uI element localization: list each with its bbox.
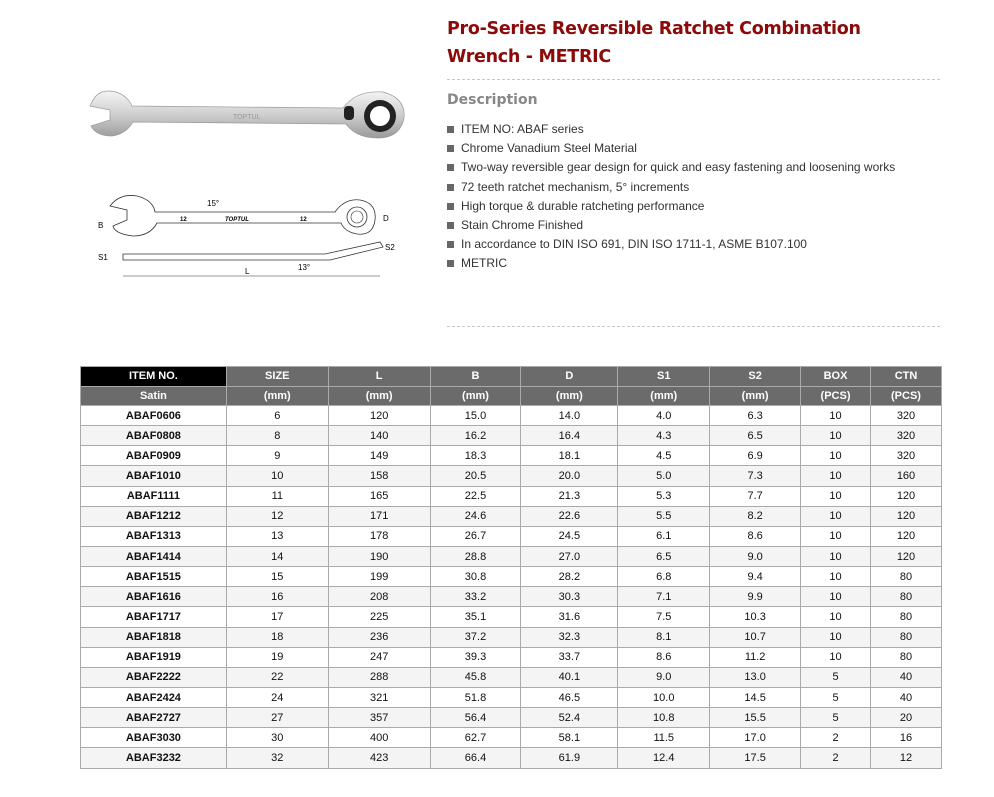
column-header: ITEM NO. [81, 367, 227, 387]
table-cell: 18.1 [521, 446, 618, 466]
column-header: B [430, 367, 521, 387]
table-cell: 27.0 [521, 546, 618, 566]
table-cell: 10 [801, 426, 871, 446]
table-cell: 6.1 [618, 526, 710, 546]
bullet-icon [447, 222, 454, 229]
table-cell: 4.5 [618, 446, 710, 466]
table-cell: 10 [801, 486, 871, 506]
table-row [81, 667, 942, 687]
table-cell: 14 [226, 546, 328, 566]
table-cell: 120 [328, 406, 430, 426]
table-cell: 13.0 [710, 667, 801, 687]
table-cell: 5.0 [618, 466, 710, 486]
table-cell: 6.5 [710, 426, 801, 446]
table-cell: 9.4 [710, 567, 801, 587]
bullet-icon [447, 260, 454, 267]
label-angle-15: 15° [207, 199, 220, 208]
feature-text: Chrome Vanadium Steel Material [461, 141, 637, 156]
table-cell: 46.5 [521, 687, 618, 707]
feature-text: 72 teeth ratchet mechanism, 5° increments [461, 179, 690, 194]
table-cell: 357 [328, 708, 430, 728]
table-cell: 80 [870, 647, 941, 667]
table-cell: 10.7 [710, 627, 801, 647]
column-header: (PCS) [870, 386, 941, 406]
table-cell: 7.3 [710, 466, 801, 486]
table-cell: 2 [801, 748, 871, 768]
column-header: (mm) [430, 386, 521, 406]
table-cell: 51.8 [430, 687, 521, 707]
table-cell: 199 [328, 567, 430, 587]
column-header: D [521, 367, 618, 387]
feature-item [447, 139, 895, 158]
size-mark-left: 12 [180, 217, 187, 223]
table-cell: 10.3 [710, 607, 801, 627]
table-cell: 66.4 [430, 748, 521, 768]
table-cell: 10 [801, 546, 871, 566]
table-cell: 236 [328, 627, 430, 647]
table-cell: ABAF2727 [81, 708, 227, 728]
table-cell: 320 [870, 446, 941, 466]
column-header: L [328, 367, 430, 387]
table-cell: 16.4 [521, 426, 618, 446]
table-cell: 120 [870, 506, 941, 526]
label-d: D [383, 214, 389, 223]
label-s2: S2 [385, 243, 395, 252]
table-cell: 13 [226, 526, 328, 546]
label-b: B [98, 221, 104, 230]
column-header: Satin [81, 386, 227, 406]
feature-item [447, 120, 895, 139]
table-cell: 22 [226, 667, 328, 687]
table-cell: 320 [870, 406, 941, 426]
table-cell: 17.0 [710, 728, 801, 748]
table-row [81, 748, 942, 768]
table-cell: 8.1 [618, 627, 710, 647]
table-cell: 7.5 [618, 607, 710, 627]
table-cell: 27 [226, 708, 328, 728]
table-cell: 6 [226, 406, 328, 426]
column-header: S2 [710, 367, 801, 387]
column-header: (PCS) [801, 386, 871, 406]
table-cell: 14.0 [521, 406, 618, 426]
table-cell: 5 [801, 708, 871, 728]
table-cell: 320 [870, 426, 941, 446]
table-row [81, 486, 942, 506]
table-cell: 10 [801, 607, 871, 627]
table-row [81, 728, 942, 748]
table-cell: 4.0 [618, 406, 710, 426]
table-cell: ABAF0606 [81, 406, 227, 426]
column-header: (mm) [328, 386, 430, 406]
table-cell: 35.1 [430, 607, 521, 627]
table-cell: ABAF0909 [81, 446, 227, 466]
table-cell: 190 [328, 546, 430, 566]
column-header: SIZE [226, 367, 328, 387]
table-row [81, 446, 942, 466]
table-cell: ABAF1818 [81, 627, 227, 647]
table-cell: 10 [801, 627, 871, 647]
table-cell: ABAF1111 [81, 486, 227, 506]
feature-item [447, 216, 895, 235]
divider [447, 79, 940, 80]
column-header: (mm) [710, 386, 801, 406]
product-title: Pro-Series Reversible Ratchet Combination Wrench - METRIC [447, 19, 861, 67]
bullet-icon [447, 184, 454, 191]
table-cell: 17 [226, 607, 328, 627]
feature-item [447, 197, 895, 216]
size-mark-right: 12 [300, 217, 307, 223]
table-cell: 8 [226, 426, 328, 446]
table-cell: 80 [870, 587, 941, 607]
table-cell: 6.3 [710, 406, 801, 426]
table-row [81, 526, 942, 546]
column-header: (mm) [226, 386, 328, 406]
table-cell: 11.5 [618, 728, 710, 748]
table-cell: ABAF1616 [81, 587, 227, 607]
bullet-icon [447, 126, 454, 133]
bullet-icon [447, 145, 454, 152]
column-header: S1 [618, 367, 710, 387]
table-cell: 4.3 [618, 426, 710, 446]
feature-text: Stain Chrome Finished [461, 218, 584, 233]
table-cell: 10 [801, 406, 871, 426]
table-cell: 19 [226, 647, 328, 667]
table-row [81, 627, 942, 647]
table-cell: ABAF1212 [81, 506, 227, 526]
table-cell: 14.5 [710, 687, 801, 707]
drawing-brand: TOPTUL [225, 217, 249, 223]
table-cell: 10 [801, 506, 871, 526]
spec-table [80, 366, 942, 769]
table-cell: 8.2 [710, 506, 801, 526]
table-cell: 24 [226, 687, 328, 707]
table-cell: 5.5 [618, 506, 710, 526]
table-cell: 10 [801, 587, 871, 607]
column-header: CTN [870, 367, 941, 387]
table-cell: 33.2 [430, 587, 521, 607]
table-cell: 18 [226, 627, 328, 647]
table-cell: 15 [226, 567, 328, 587]
table-cell: 40 [870, 687, 941, 707]
column-header: (mm) [618, 386, 710, 406]
table-cell: 52.4 [521, 708, 618, 728]
label-s1: S1 [98, 253, 108, 262]
table-cell: 22.5 [430, 486, 521, 506]
table-cell: 11 [226, 486, 328, 506]
table-cell: 9.0 [618, 667, 710, 687]
table-cell: 80 [870, 567, 941, 587]
table-cell: 140 [328, 426, 430, 446]
table-cell: 288 [328, 667, 430, 687]
label-angle-13: 13° [298, 263, 311, 272]
table-cell: 120 [870, 486, 941, 506]
feature-text: In accordance to DIN ISO 691, DIN ISO 1711-1, ASME B107.100 [461, 237, 807, 252]
table-cell: 165 [328, 486, 430, 506]
table-row [81, 567, 942, 587]
table-cell: 10 [801, 526, 871, 546]
table-cell: 17.5 [710, 748, 801, 768]
table-cell: 31.6 [521, 607, 618, 627]
table-cell: 24.5 [521, 526, 618, 546]
table-cell: 26.7 [430, 526, 521, 546]
bullet-icon [447, 241, 454, 248]
table-cell: ABAF2222 [81, 667, 227, 687]
table-cell: 24.6 [430, 506, 521, 526]
table-cell: 40 [870, 667, 941, 687]
table-cell: 16 [870, 728, 941, 748]
table-cell: ABAF1313 [81, 526, 227, 546]
feature-item [447, 178, 895, 197]
brand-text: TOPTUL [233, 114, 261, 121]
table-cell: 32 [226, 748, 328, 768]
table-cell: 10 [801, 466, 871, 486]
table-cell: 16.2 [430, 426, 521, 446]
table-cell: 225 [328, 607, 430, 627]
table-cell: 9 [226, 446, 328, 466]
table-cell: 15.0 [430, 406, 521, 426]
table-cell: 10 [801, 446, 871, 466]
table-cell: 6.8 [618, 567, 710, 587]
table-cell: 321 [328, 687, 430, 707]
table-cell: 8.6 [710, 526, 801, 546]
table-cell: 7.1 [618, 587, 710, 607]
table-cell: 20.0 [521, 466, 618, 486]
table-cell: 7.7 [710, 486, 801, 506]
table-row [81, 506, 942, 526]
table-cell: ABAF3232 [81, 748, 227, 768]
description-heading: Description [447, 92, 538, 108]
divider [447, 326, 940, 327]
table-cell: 20 [870, 708, 941, 728]
table-cell: 208 [328, 587, 430, 607]
table-cell: 10 [801, 567, 871, 587]
feature-item [447, 235, 895, 254]
table-cell: 423 [328, 748, 430, 768]
table-cell: 30 [226, 728, 328, 748]
table-row [81, 607, 942, 627]
table-cell: 12 [226, 506, 328, 526]
bullet-icon [447, 164, 454, 171]
table-cell: 21.3 [521, 486, 618, 506]
table-cell: 178 [328, 526, 430, 546]
table-cell: 247 [328, 647, 430, 667]
feature-item [447, 254, 895, 273]
column-header: BOX [801, 367, 871, 387]
table-cell: ABAF1414 [81, 546, 227, 566]
table-cell: 39.3 [430, 647, 521, 667]
table-cell: 9.9 [710, 587, 801, 607]
table-row [81, 406, 942, 426]
table-cell: 22.6 [521, 506, 618, 526]
table-cell: 11.2 [710, 647, 801, 667]
feature-text: High torque & durable ratcheting performance [461, 198, 705, 213]
feature-text: Two-way reversible gear design for quick and easy fastening and loosening works [461, 160, 896, 175]
table-cell: 33.7 [521, 647, 618, 667]
table-row [81, 687, 942, 707]
table-cell: 10 [801, 647, 871, 667]
column-header: (mm) [521, 386, 618, 406]
bullet-icon [447, 203, 454, 210]
table-cell: 28.8 [430, 546, 521, 566]
table-cell: ABAF3030 [81, 728, 227, 748]
table-cell: 6.9 [710, 446, 801, 466]
feature-text: METRIC [461, 256, 507, 271]
table-cell: 149 [328, 446, 430, 466]
table-cell: 5 [801, 667, 871, 687]
table-row [81, 647, 942, 667]
table-cell: 40.1 [521, 667, 618, 687]
table-cell: 20.5 [430, 466, 521, 486]
table-cell: 160 [870, 466, 941, 486]
feature-item [447, 158, 895, 177]
table-cell: 8.6 [618, 647, 710, 667]
table-cell: 12 [870, 748, 941, 768]
table-cell: 16 [226, 587, 328, 607]
table-cell: ABAF1515 [81, 567, 227, 587]
table-cell: 61.9 [521, 748, 618, 768]
table-cell: 5.3 [618, 486, 710, 506]
table-cell: 10 [226, 466, 328, 486]
table-cell: 56.4 [430, 708, 521, 728]
table-cell: 58.1 [521, 728, 618, 748]
table-cell: 45.8 [430, 667, 521, 687]
table-row [81, 708, 942, 728]
table-cell: 32.3 [521, 627, 618, 647]
table-cell: ABAF0808 [81, 426, 227, 446]
table-cell: ABAF1010 [81, 466, 227, 486]
table-cell: 18.3 [430, 446, 521, 466]
table-cell: 6.5 [618, 546, 710, 566]
table-cell: 30.8 [430, 567, 521, 587]
table-cell: 28.2 [521, 567, 618, 587]
table-row [81, 587, 942, 607]
table-cell: 80 [870, 627, 941, 647]
table-cell: 9.0 [710, 546, 801, 566]
table-cell: 30.3 [521, 587, 618, 607]
table-cell: 12.4 [618, 748, 710, 768]
table-cell: 37.2 [430, 627, 521, 647]
table-cell: 171 [328, 506, 430, 526]
label-l: L [245, 267, 250, 276]
table-cell: 2 [801, 728, 871, 748]
table-cell: 120 [870, 526, 941, 546]
table-cell: ABAF1717 [81, 607, 227, 627]
wrench-photo [88, 88, 408, 148]
table-cell: 80 [870, 607, 941, 627]
wrench-dimension-drawing [95, 188, 405, 283]
table-cell: 400 [328, 728, 430, 748]
feature-list [447, 120, 895, 274]
table-cell: 10.0 [618, 687, 710, 707]
table-cell: ABAF1919 [81, 647, 227, 667]
table-row [81, 426, 942, 446]
table-cell: 62.7 [430, 728, 521, 748]
table-row [81, 546, 942, 566]
feature-text: ITEM NO: ABAF series [461, 122, 584, 137]
table-cell: 120 [870, 546, 941, 566]
table-cell: 158 [328, 466, 430, 486]
table-cell: ABAF2424 [81, 687, 227, 707]
table-cell: 5 [801, 687, 871, 707]
table-cell: 15.5 [710, 708, 801, 728]
table-row [81, 466, 942, 486]
table-cell: 10.8 [618, 708, 710, 728]
